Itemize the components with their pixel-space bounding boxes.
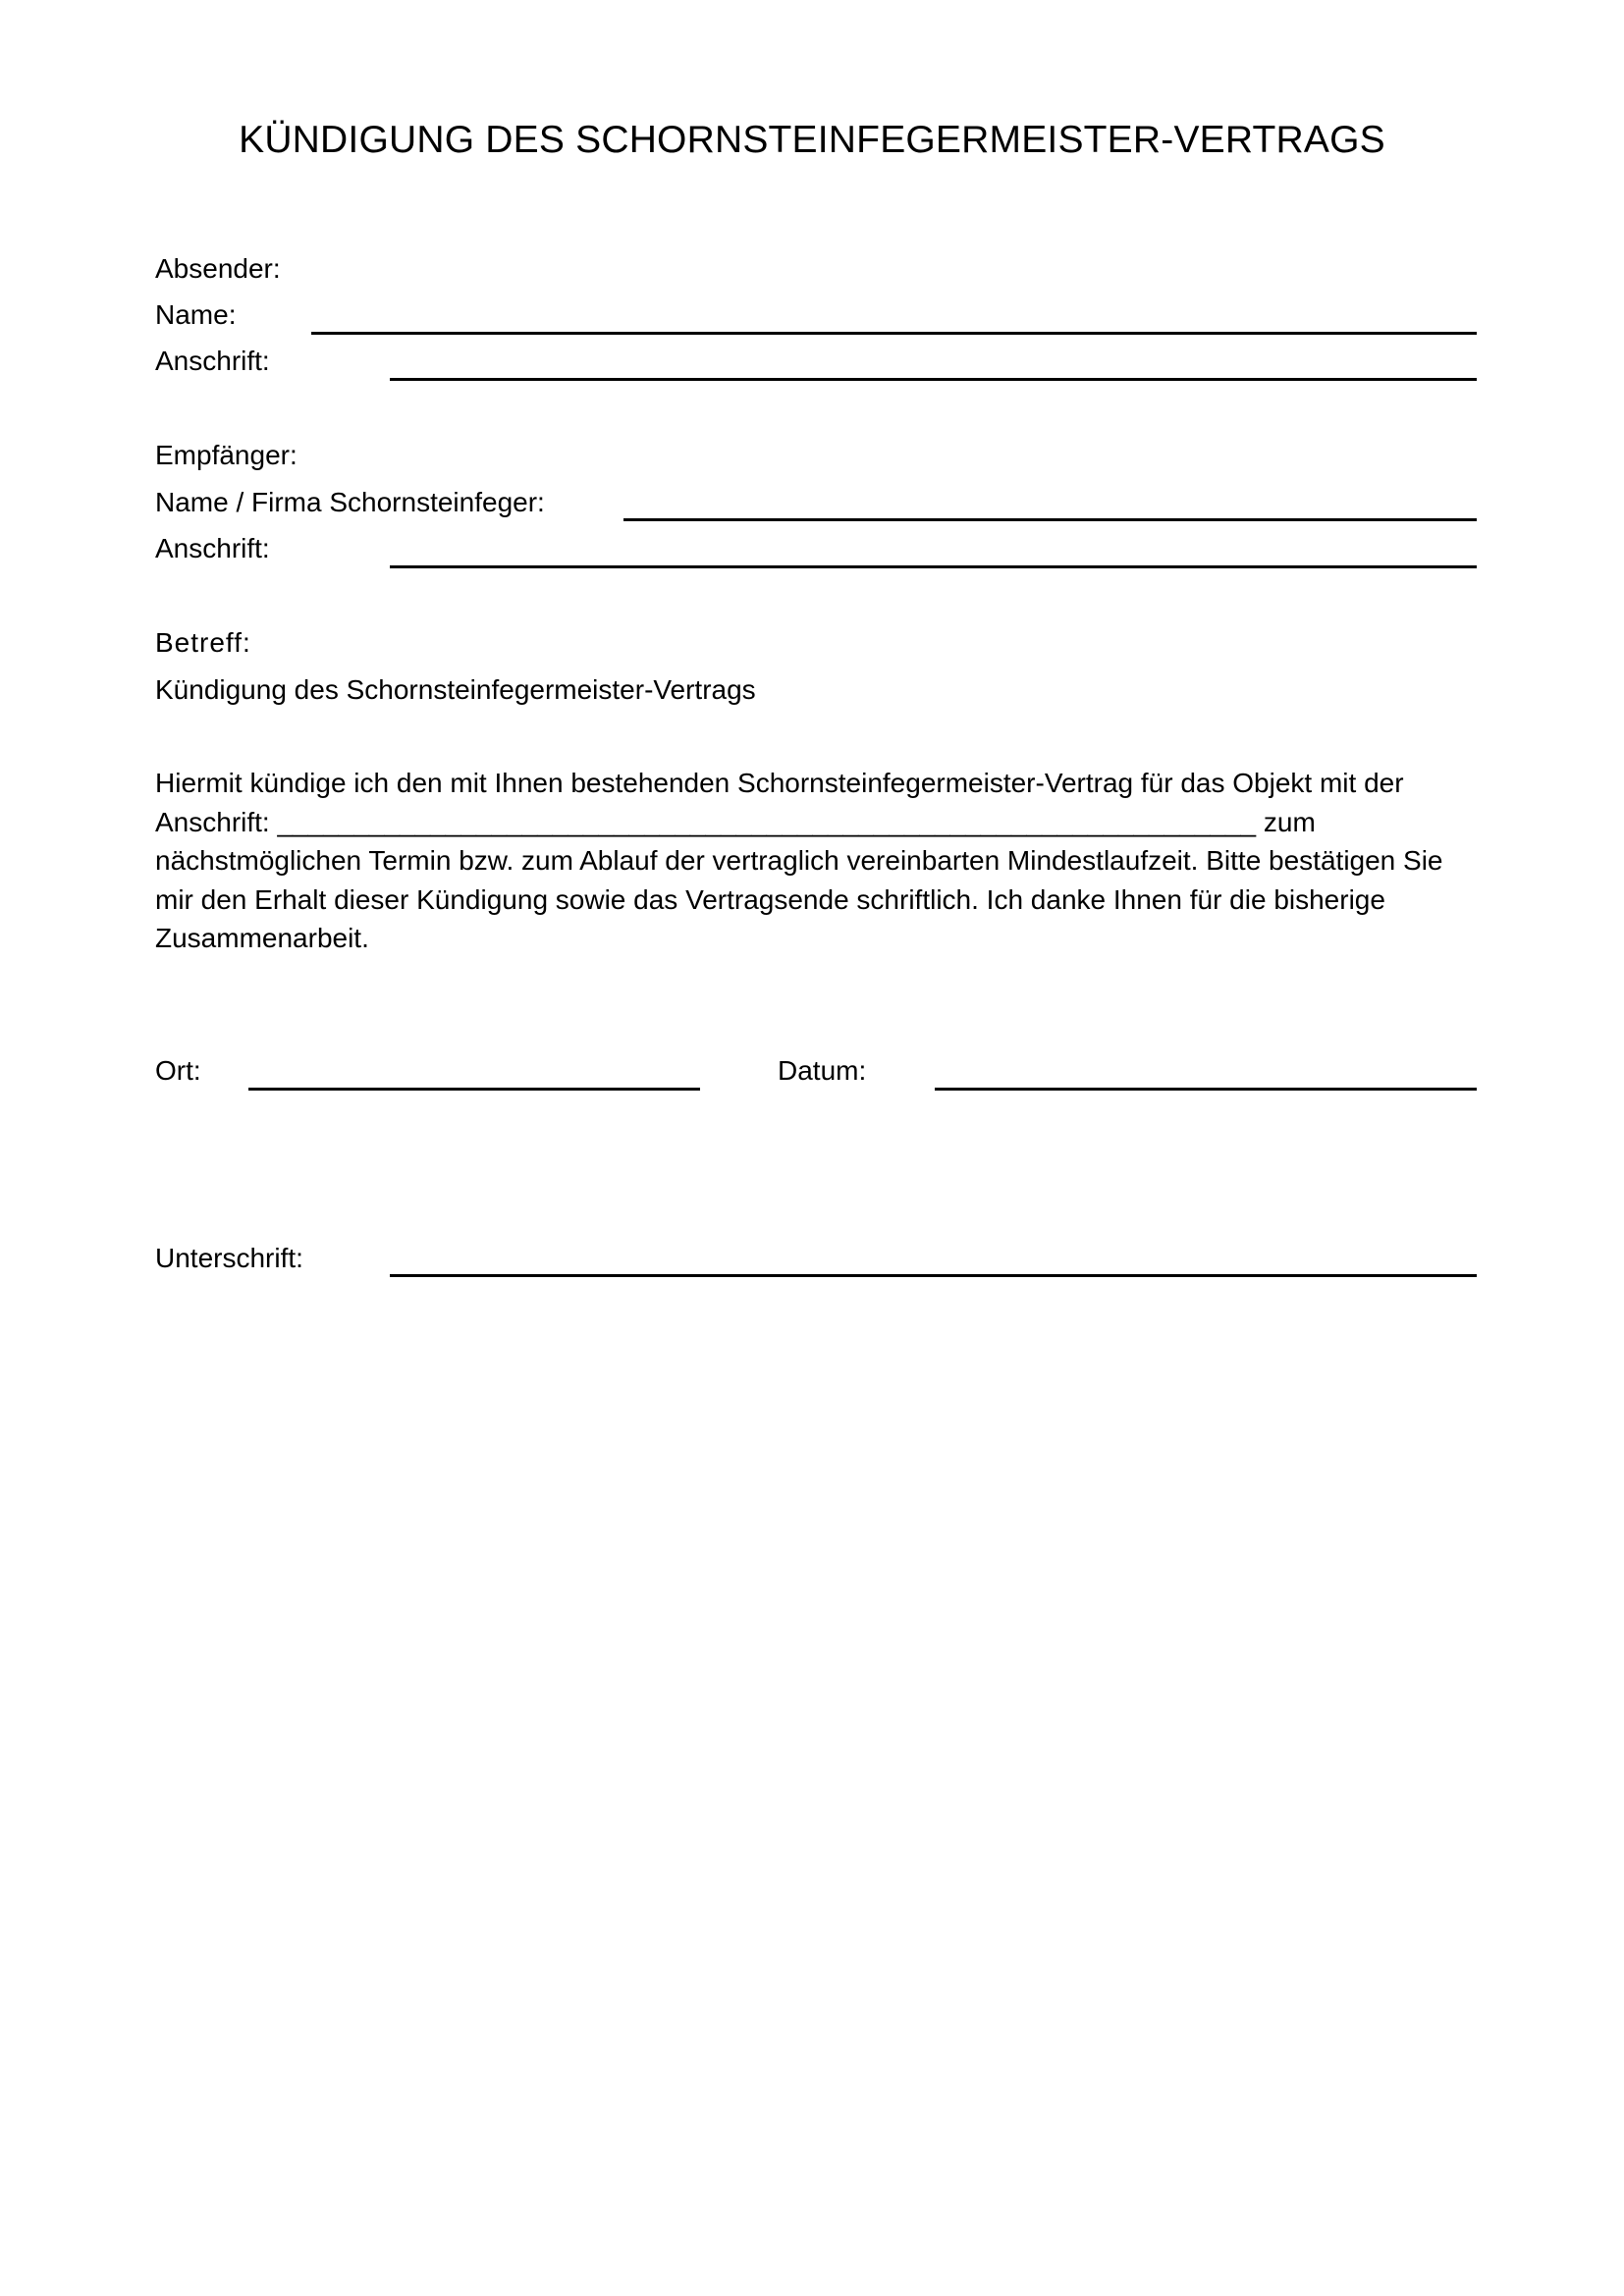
body-line: nächstmöglichen Termin bzw. zum Ablauf der vertraglich vereinbarten Mindestlaufzeit. Bitte bestätigen Sie [155, 845, 1443, 876]
recipient-heading: Empfänger: [155, 440, 298, 470]
sender-heading: Absender: [155, 253, 281, 284]
subject-heading: Betreff: [155, 627, 251, 658]
place-field[interactable] [248, 1088, 700, 1091]
signature-label: Unterschrift: [155, 1243, 303, 1273]
sender-address-field[interactable] [390, 378, 1477, 381]
page-title: KÜNDIGUNG DES SCHORNSTEINFEGERMEISTER-VERTRAGS [239, 119, 1385, 161]
recipient-address-label: Anschrift: [155, 533, 270, 563]
recipient-address-field[interactable] [390, 565, 1477, 568]
sender-address-label: Anschrift: [155, 346, 270, 376]
recipient-name-field[interactable] [623, 518, 1477, 521]
date-label: Datum: [778, 1055, 867, 1086]
body-line: Zusammenarbeit. [155, 923, 369, 953]
subject-text: Kündigung des Schornsteinfegermeister-Vertrags [155, 674, 756, 705]
date-field[interactable] [935, 1088, 1477, 1091]
body-line: Anschrift: ________________________________________________________________ zum [155, 806, 1316, 837]
body-paragraph [155, 764, 1490, 958]
sender-name-field[interactable] [311, 332, 1477, 335]
signature-field[interactable] [390, 1274, 1477, 1277]
sender-name-label: Name: [155, 299, 237, 330]
body-line: Hiermit kündige ich den mit Ihnen bestehenden Schornsteinfegermeister-Vertrag für das Objekt mit der [155, 768, 1404, 798]
place-label: Ort: [155, 1055, 201, 1086]
body-line: mir den Erhalt dieser Kündigung sowie das Vertragsende schriftlich. Ich danke Ihnen für die bisherige [155, 883, 1385, 915]
recipient-name-label: Name / Firma Schornsteinfeger: [155, 487, 545, 517]
